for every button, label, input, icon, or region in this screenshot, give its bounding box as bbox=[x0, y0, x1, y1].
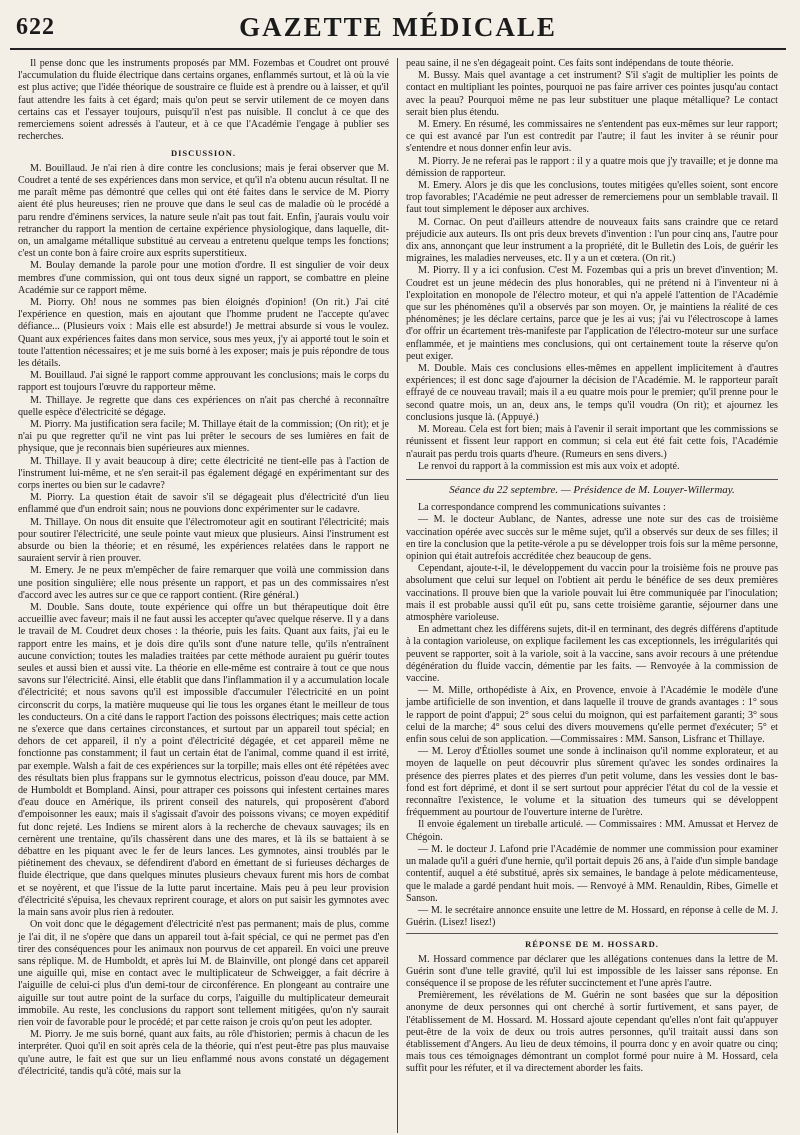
paragraph: M. Cornac. On peut d'ailleurs attendre de nouveaux faits sans craindre que ce retard préjudicie aux auteurs. Ils ont pris deux brevets d'invention : l'un pour cinq ans, l'autre pour dix ans, annonçant que leur instrument a la propriété, dit le Bulletin des Lois, de guérir les migraines, les maladies nerveuses, etc. Il y a un et cœtera. (On rit.) bbox=[406, 216, 778, 265]
paragraph: M. Double. Sans doute, toute expérience qui offre un but thérapeutique doit être accueillie avec faveur; mais il ne faut aussi les accepter qu'avec quelque réserve. Il y a dans le travail de M. Coudret deux choses : la théorie, puis les faits. Quant aux faits, j'ai eu le rapport entre les mains, et je dois dire qu'ils sont d'une nature telle, qu'ils n'entraînent aucune conviction; toutes les maladies traitées par cette méthode auraient pu guérir toutes seules et aussi bien et aussi vite. La théorie en elle-même est contraire à tout ce que nous savons sur l'électricité. Ainsi, elle établit que dans l'inflammation il y a accumulation locale d'électricité; et nous savons qu'il est impossible d'accumuler l'électricité en un point circonscrit du corps, la matière muqueuse qui lie tous les organes étant le meilleur de tous les conducteurs. On a cité dans le rapport l'action des poissons électriques; mais cette action ne s'exerce que dans certaines circonstances, et surtout par un appareil tout spécial; en dehors de cet appareil, il n'y a point d'électricité dégagée, et cet appareil même ne fonctionne pas constamment; il faut un certain état de l'animal, comme quand il est irrité, par exemple. Walsh a fait de ces expériences sur la torpille; mais elles ont été répétées avec des résultats bien plus frappans sur le gymnotus electricus, poisson d'eau douce, par MM. de Humboldt et Bompland. Ainsi, pour attraper ces poissons qui infestent certaines mares d'eau douce en Amérique, ils prirent conseil des naturels, qui proposèrent d'abord d'empoisonner les eaux; mais il s'agissait d'avoir des poissons vivans; ce moyen expéditif fut donc rejeté. Les Indiens se mirent alors à la recherche de chevaux sauvages; ils en cernèrent une trentaine, qu'ils chassèrent dans une des mares, et là ils se battaient à se débattre en les piquant avec le fer de leurs lances. Les gymnotes, ainsi troublés par le piétinement des chevaux, se défendirent d'abord en émettant de si furieuses décharges de fluide électrique, que dans quelques minutes plusieurs chevaux furent mis hors de combat et se noyèrent, et que l'issue de la lutte parut incertaine. Mais peu à peu leur provision d'électricité s'épuisa, les chevaux reprirent courage, et alors on put saisir les gymnotes avec la main sans avoir plus rien à redouter. bbox=[18, 602, 389, 919]
paragraph: — M. le secrétaire annonce ensuite une lettre de M. Hossard, en réponse à celle de M. J. Guérin. (Lisez! lisez!) bbox=[406, 904, 778, 929]
paragraph: M. Hossard commence par déclarer que les allégations contenues dans la lettre de M. Guérin sont d'une telle gravité, qu'il lui est impossible de les laisser sans réponse. En conséquence il se propose de les réfuter succinctement et l'une après l'autre. bbox=[406, 953, 778, 989]
paragraph: M. Thillaye. Il y avait beaucoup à dire; cette électricité ne tient-elle pas à l'action de l'instrument lui-même, et ne s'en serait-il pas également dégagé en expérimentant sur des corps inertes ou bien sur le cadavre? bbox=[18, 455, 389, 491]
paragraph: M. Piorry. La question était de savoir s'il se dégageait plus d'électricité d'un lieu enflammé que d'un endroit sain; nous ne pouvions donc expérimenter sur le cadavre. bbox=[18, 492, 389, 516]
paragraph: M. Thillaye. On nous dit ensuite que l'électromoteur agit en soutirant l'électricité; mais pour soutirer l'électricité, une seule pointe vaut mieux que plusieurs. Ainsi l'instrument est absurde ou bien la théorie; et en résumé, les expériences relatées dans le rapport ne sauraient servir à rien prouver. bbox=[18, 516, 389, 565]
columns bbox=[10, 58, 786, 1133]
paragraph: Premièrement, les révélations de M. Guérin ne sont basées que sur la déposition anonyme de deux personnes qui ont cherché à sortir furtivement, et sans payer, de l'établissement de M. Hossard. M. Hossard ajoute cependant qu'elles n'ont fait qu'appuyer peut-être de la voix de deux ou trois autres personnes, qu'il traitait aussi dans son établissement d'Angers. Au lieu de deux témoins, il pourra donc y en avoir quatre ou cinq; mais tous ces témoignages démontrant un complot formé pour nuire à M. Hossard, cela suffit pour les réfuter, et il va directement aborder les faits. bbox=[406, 990, 778, 1075]
paragraph: Cependant, ajoute-t-il, le développement du vaccin pour la troisième fois ne prouve pas absolument que celui sur lequel on l'obtient ait perdu le bénéfice de ses deux premières vaccinations. Il prouve bien que la variole pouvait lui être communiquée par l'inoculation; mais il est probable aussi qu'il eût pu, sans cette troisième garantie, séjourner dans une atmosphère varioleuse. bbox=[406, 563, 778, 624]
paragraph: M. Emery. Alors je dis que les conclusions, toutes mitigées qu'elles soient, sont encore trop favorables; l'Académie ne peut adresser de remerciemens pour un semblable travail. Il faut tout simplement le déposer aux archives. bbox=[406, 180, 778, 216]
left-column bbox=[10, 58, 398, 1133]
paragraph: M. Thillaye. Je regrette que dans ces expériences on n'ait pas cherché à reconnaître quelle espèce d'électricité se dégage. bbox=[18, 394, 389, 418]
masthead-title: GAZETTE MÉDICALE bbox=[239, 12, 557, 42]
paragraph: M. Piorry. Oh! nous ne sommes pas bien éloignés d'opinion! (On rit.) J'ai cité l'expérience en question, mais en ajoutant que l'homme prudent ne l'accepte qu'avec défiance... (Plusieurs voix : Mais elle est absurde!) Je mettrai absurde si vous le voulez. Quant aux expériences faites dans mon service, sous mes yeux, j'y ai apporté tout le soin et toute l'attention nécessaires; et je me suis borné à les exposer; mais je puis répondre de tous les détails. bbox=[18, 296, 389, 369]
reply-heading: RÉPONSE DE M. HOSSARD. bbox=[525, 939, 659, 950]
paragraph: M. Piorry. Ma justification sera facile; M. Thillaye était de la commission; (On rit); et je n'ai pu que regretter qu'il ne vint pas lui prêter le secours de ses lumières en fait de physique, que je reconnais bien supérieures aux miennes. bbox=[18, 418, 389, 455]
paragraph: — M. Mille, orthopédiste à Aix, en Provence, envoie à l'Académie le modèle d'une jambe artificielle de son invention, et dans laquelle il trouve de grands avantages : 1° sous le rapport de point d'appui; 2° sous celui du moignon, qui est parfaitement garanti; 3° sous celui de la marche; 4° sous celui des divers mouvemens qu'elle permet d'exécuter; 5° et enfin sous celui de son application. —Commissaires : MM. Sanson, Lisfranc et Thillaye. bbox=[406, 685, 778, 746]
page-number: 622 bbox=[16, 14, 55, 40]
seance-heading: Séance du 22 septembre. — Présidence de M. Louyer-Willermay. bbox=[406, 479, 778, 497]
paragraph: La correspondance comprend les communications suivantes : bbox=[418, 502, 666, 514]
paragraph: M. Emery. En résumé, les commissaires ne s'entendent pas eux-mêmes sur leur rapport; ce qui est avancé par l'un est contredit par l'autre; il faut les inviter à se réunir pour s'entendre et nous donner enfin leur avis. bbox=[406, 119, 778, 155]
section-divider bbox=[406, 933, 778, 934]
right-column bbox=[398, 58, 786, 1133]
paragraph: On voit donc que le dégagement d'électricité n'est pas permanent; mais de plus, comme je l'ai dit, il ne s'opère que dans un appareil tout à-fait spécial, ce qui ne permet pas d'en tirer des conséquences pour les animaux non pourvus de cet appareil. En voici une preuve sans réplique. M. de Humboldt, et après lui M. de Blainville, ont plongé dans cet appareil une aiguille qui, mise en contact avec le multiplicateur de Schweigger, a fait décrire à l'aiguille de celui-ci plus d'un demi-tour de circonférence. En plongeant au contraire une aiguille sur tout autre point de la surface du corps, l'aiguille du multiplicateur demeurait immobile. Au reste, les conclusions du rapport sont tellement mitigées, qu'on n'y saurait rien voir de favorable pour le procédé; et par cette raison je crois qu'on peut les adopter. bbox=[18, 919, 389, 1028]
paragraph: En admettant chez les différens sujets, dit-il en terminant, des degrés différens d'aptitude à la contagion varioleuse, on explique facilement les cas exceptionnels, les irrégularités qui peuvent se rapporter, soit à la variole, soit à la vaccine, sans avoir recours à une prétendue dégénération du fluide vaccin, démentie par les faits. — Renvoyée à la commission de vaccine. bbox=[406, 624, 778, 685]
paragraph: — M. le docteur J. Lafond prie l'Académie de nommer une commission pour examiner un malade qu'il a guéri d'une hernie, qu'il portait depuis 26 ans, à l'aide d'un simple bandage contentif, auquel a été substitué, après six semaines, le bandage à pelote médicamenteuse, que le malade a gardé pendant huit mois. — Renvoyé à MM. Renauldin, Ribes, Gimelle et Sanson. bbox=[406, 843, 778, 904]
paragraph: M. Boulay demande la parole pour une motion d'ordre. Il est singulier de voir deux membres d'une commission, qui ont tous deux signé un rapport, se combattre en pleine Académie sur ce rapport même. bbox=[18, 260, 389, 296]
paragraph: M. Moreau. Cela est fort bien; mais à l'avenir il serait important que les commissions se réunissent et fissent leur rapport en commun; si cela eut été fait cette fois, l'Académie n'aurait pas perdu trois quarts d'heure. (Rumeurs en sens divers.) bbox=[406, 424, 778, 460]
paragraph: M. Bouillaud. J'ai signé le rapport comme approuvant les conclusions; mais le corps du rapport est toujours l'œuvre du rapporteur même. bbox=[18, 370, 389, 394]
paragraph: peau saine, il ne s'en dégageait point. Ces faits sont indépendans de toute théorie. bbox=[406, 58, 734, 69]
paragraph: M. Piorry. Il y a ici confusion. C'est M. Fozembas qui a pris un brevet d'invention; M. Coudret est un jeune médecin des plus honorables, qui ne prétend ni à l'inventeur ni à l'exploitation en monopole de l'électro moteur, et qui n'a appelé l'attention de l'Académie que sur les phénomènes qu'il a observés par son moyen. Or, je maintiens la réalité de ces phénomènes; je les déclare certains, parce que je les ai vus; j'ai vu l'électroscope à lames d'or offrir un écartement très-manifeste par l'application de l'électro-moteur sur une surface enflammée, et je maintiens mes conclusions, qui ont certainement toute la réserve qu'on peut exiger. bbox=[406, 265, 778, 362]
paragraph: Le renvoi du rapport à la commission est mis aux voix et adopté. bbox=[418, 460, 680, 472]
paragraph: — M. le docteur Aublanc, de Nantes, adresse une note sur des cas de troisième vaccination opérée avec succès sur le même sujet, qu'il a observés sur deux de ses filles; il en tire la conclusion que la petite-vérole a pu se développer trois fois sur la même personne, opinion qui était autrefois accréditée chez beaucoup de gens. bbox=[406, 514, 778, 563]
paragraph: M. Emery. Je ne peux m'empêcher de faire remarquer que voilà une commission dans une position singulière; elle nous présente un rapport, et pas un des commissaires n'est d'accord avec les autres sur ce que ce rapport contient. (Rire général.) bbox=[18, 565, 389, 601]
paragraph: M. Bouillaud. Je n'ai rien à dire contre les conclusions; mais je ferai observer que M. Coudret a tenté de ses expériences dans mon service, et qu'il n'a obtenu aucun résultat. Il ne me paraît même pas démontré que celles qui ont été faites dans le service de M. Piorry aient été plus heureuses; rien ne prouve que dans le seul cas de maladie où le procédé a paru rendre d'éminens services, la nature seule n'ait pas tout fait. Enfin, j'aurais voulu voir retrancher du rapport la mention de certaine expérience physiologique, dans laquelle, dit-on, un amalgame métallique substitué au cerveau a entretenu quelque temps les fonctions; c'est un conte bon à faire croire aux esprits superstitieux. bbox=[18, 162, 389, 260]
paragraph: Il envoie également un tireballe articulé. — Commissaires : MM. Amussat et Hervez de Chégoin. bbox=[406, 819, 778, 843]
paragraph: M. Piorry. Je ne referai pas le rapport : il y a quatre mois que j'y travaille; et je donne ma démission de rapporteur. bbox=[406, 155, 778, 179]
paragraph: — M. Leroy d'Étiolles soumet une sonde à inclinaison qu'il nomme explorateur, et au moyen de laquelle on peut découvrir plus sûrement qu'avec les sondes ordinaires la présence des pierres plates et des pierres d'un petit volume, dans les vessies dont le bas-fond est fort déprimé, et dont il se sert surtout pour apprécier l'état du col de la vessie et reconnaître l'existence, le volume et la situation des tumeurs qui se développent fréquemment au pourtour de l'ouverture interne de l'urètre. bbox=[406, 746, 778, 819]
paragraph: M. Double. Mais ces conclusions elles-mêmes en appellent implicitement à d'autres expériences; il est donc sage d'ajourner la décision de l'Académie. M. le rapporteur paraît effrayé de ce nouveau travail; mais il a eu quatre mois pour le premier; qu'il prenne pour le second quatre mois, un an, deux ans, le temps qu'il voudra (On rit); et ajournez les conclusions jusque là. (Appuyé.) bbox=[406, 363, 778, 423]
page-header bbox=[10, 8, 786, 50]
paragraph: M. Piorry. Je me suis borné, quant aux faits, au rôle d'historien; permis à chacun de les interpréter. Quoi qu'il en soit après cela de la théorie, qui n'est peut-être pas plus mauvaise qu'une autre, le fait est que sur un lieu enflammé nous avons constaté un dégagement d'électricité, tandis qu'à côté, mais sur la bbox=[18, 1029, 389, 1077]
discussion-heading: DISCUSSION. bbox=[170, 148, 237, 159]
paragraph: M. Bussy. Mais quel avantage a cet instrument? S'il s'agit de multiplier les points de contact en multipliant les pointes, pourquoi ne pas faire arriver ces pointes jusqu'au contact avec la peau? Pourquoi même ne pas leur substituer une plaque métallique? Le contact serait bien plus étendu. bbox=[406, 70, 778, 118]
intro-paragraph: Il pense donc que les instruments proposés par MM. Fozembas et Coudret ont prouvé l'accumulation du fluide électrique dans certains organes, enflammés surtout, et là où la vie est plus active; que l'idée théorique de soustraire ce fluide est à prendre ou à laisser, et qu'il faut attendre les faits à cet égard; mais qu'on peut se servir utilement de ce moyen dans certains cas et l'essayer toujours, puisqu'il n'est pas nuisible. Il conclut à ce que des remerciemens soient adressés à l'auteur, et à ce que l'Académie l'engage à publier ses recherches. bbox=[18, 58, 389, 143]
